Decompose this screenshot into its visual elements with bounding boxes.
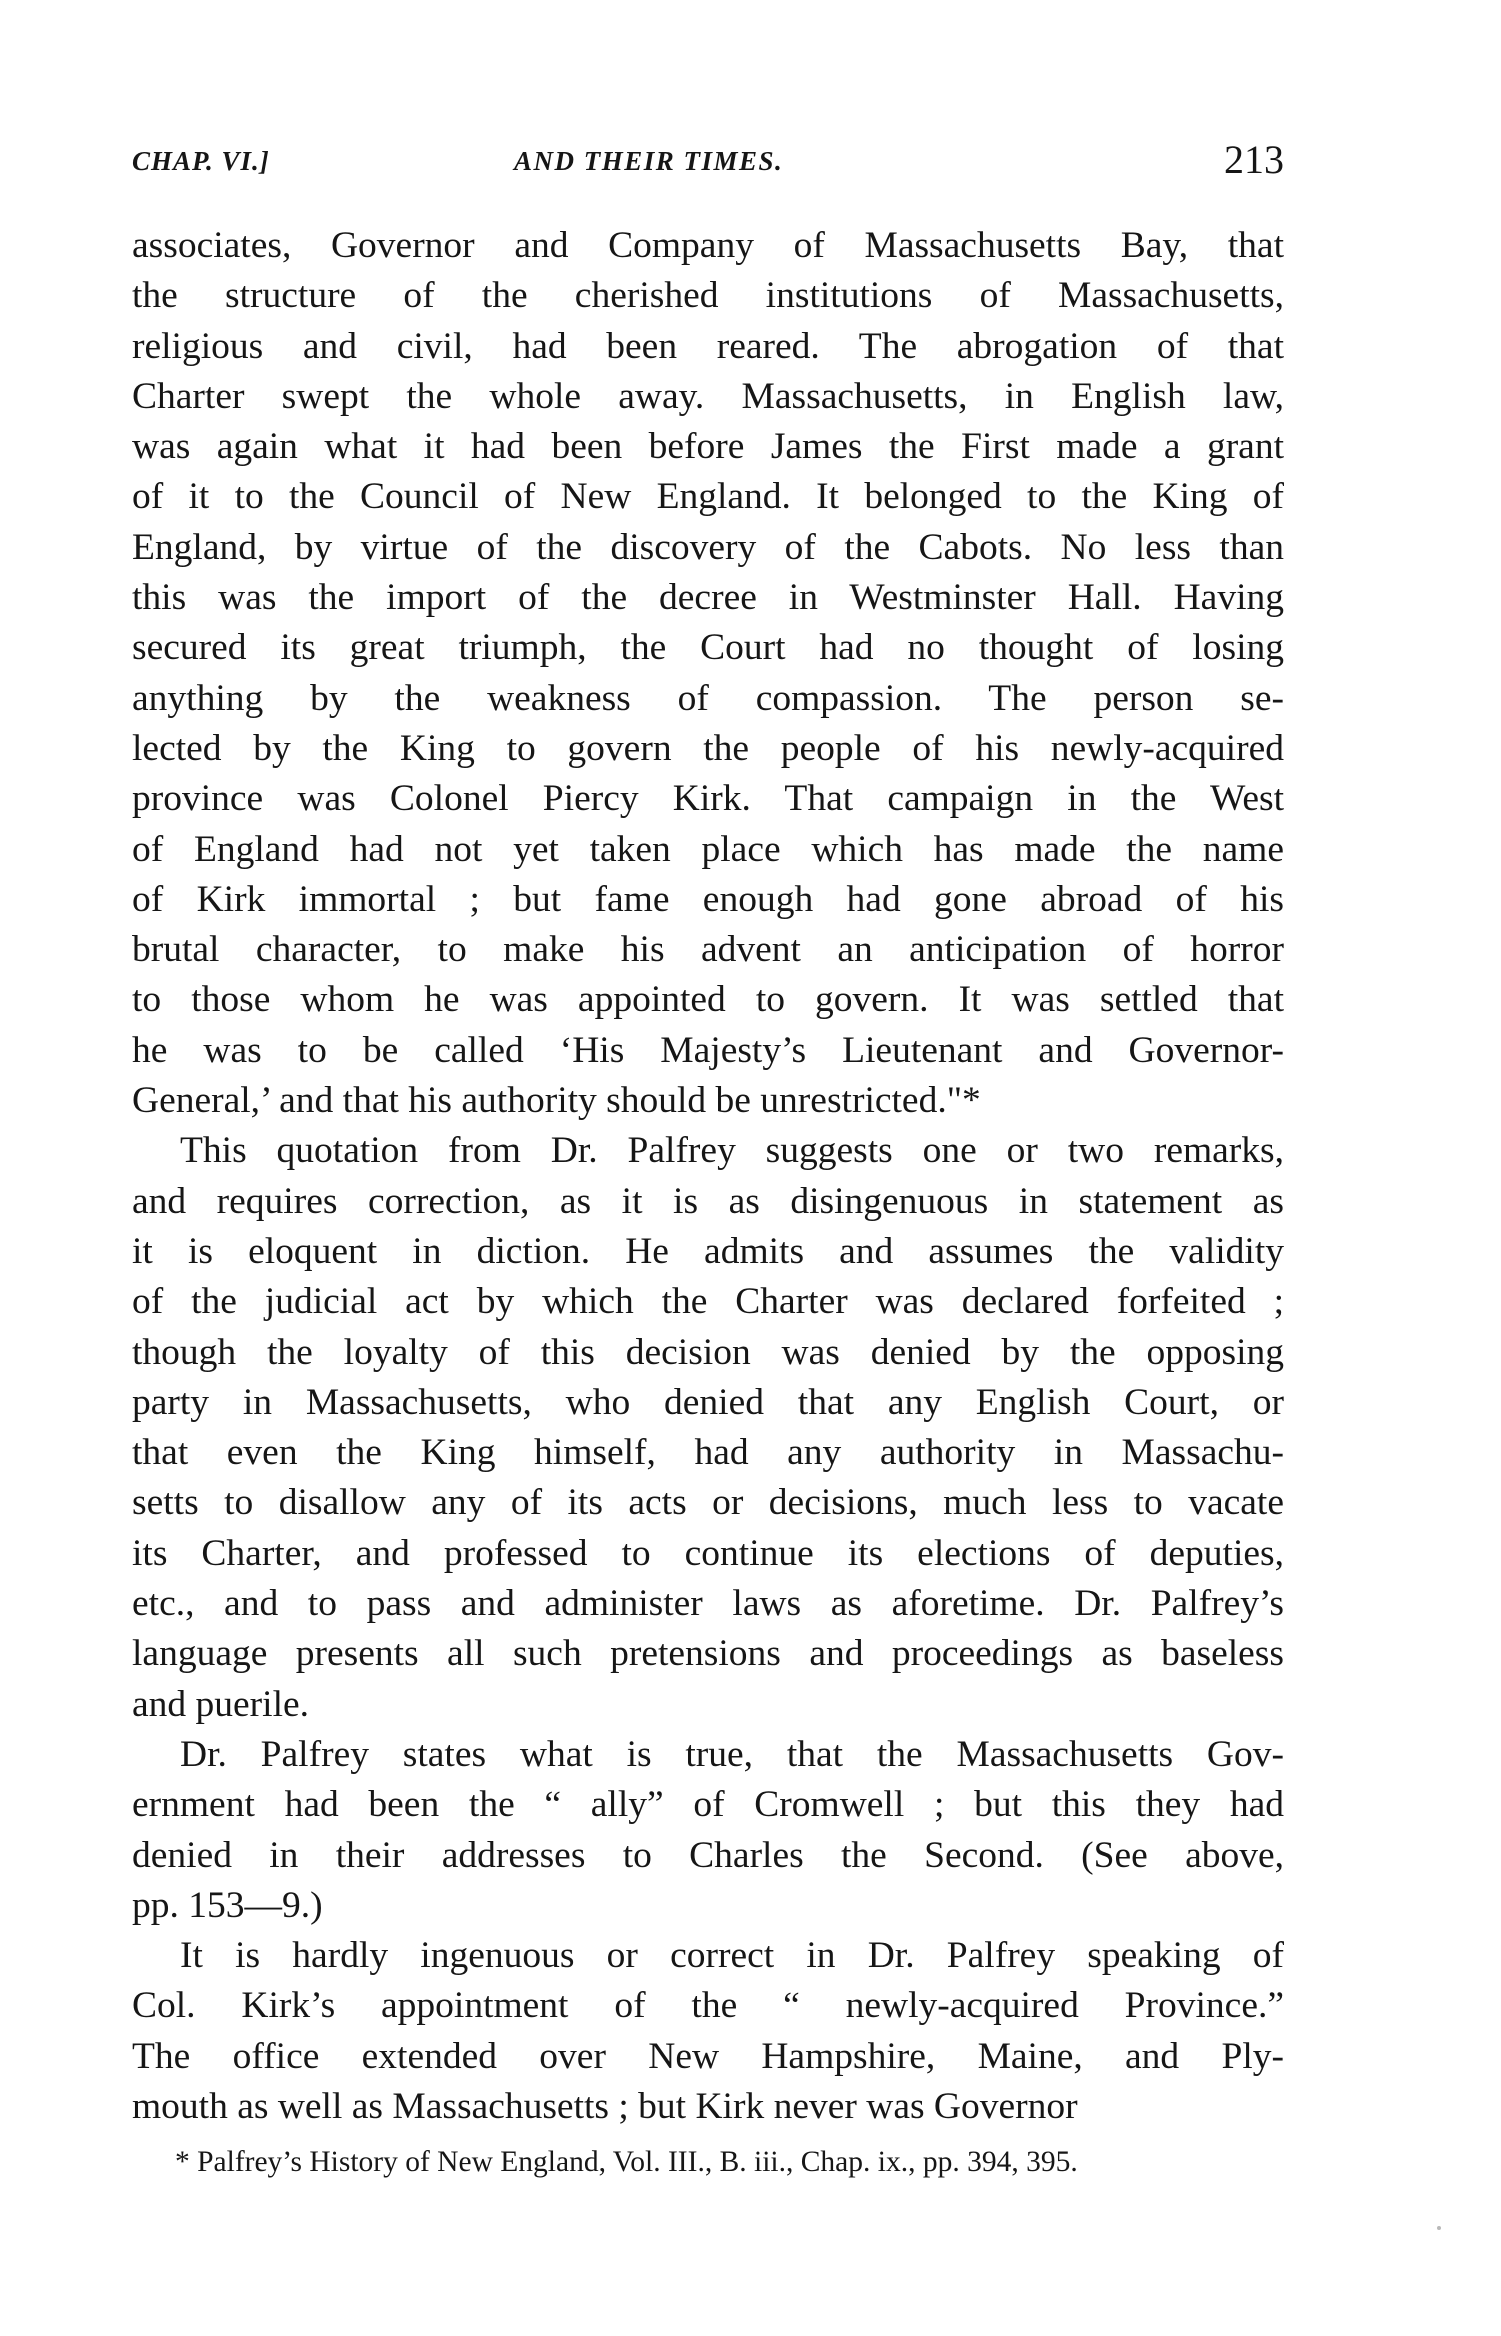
text-line: the structure of the cherished institutions of Massachusetts,: [132, 275, 1284, 317]
running-head: [132, 136, 1284, 186]
text-line: and puerile.: [132, 1683, 310, 1725]
text-line: its Charter, and professed to continue its elections of deputies,: [132, 1532, 1284, 1574]
text-line: of it to the Council of New England. It belonged to the King of: [132, 476, 1284, 518]
text-line: England, by virtue of the discovery of the Cabots. No less than: [132, 526, 1284, 568]
text-line: of Kirk immortal ; but fame enough had gone abroad of his: [132, 878, 1284, 920]
text-line: Dr. Palfrey states what is true, that the Massachusetts Gov-: [180, 1733, 1284, 1775]
text-line: brutal character, to make his advent an anticipation of horror: [132, 929, 1284, 971]
text-line: party in Massachusetts, who denied that any English Court, or: [132, 1381, 1284, 1423]
footnote: * Palfrey’s History of New England, Vol. III., B. iii., Chap. ix., pp. 394, 395.: [175, 2146, 1078, 2178]
text-line: was again what it had been before James the First made a grant: [132, 426, 1284, 468]
text-line: though the loyalty of this decision was denied by the opposing: [132, 1331, 1284, 1373]
text-line: ernment had been the “ ally” of Cromwell ; but this they had: [132, 1784, 1284, 1826]
text-line: of England had not yet taken place which has made the name: [132, 828, 1284, 870]
text-line: Charter swept the whole away. Massachusetts, in English law,: [132, 375, 1284, 417]
text-line: and requires correction, as it is as disingenuous in statement as: [132, 1180, 1284, 1222]
paragraph: [132, 1730, 1284, 1931]
text-line: religious and civil, had been reared. The abrogation of that: [132, 325, 1284, 367]
text-line: associates, Governor and Company of Massachusetts Bay, that: [132, 225, 1284, 266]
text-line: General,’ and that his authority should be unrestricted."*: [132, 1080, 981, 1122]
text-line: that even the King himself, had any authority in Massachu-: [132, 1432, 1284, 1474]
text-line: he was to be called ‘His Majesty’s Lieutenant and Governor-: [132, 1029, 1284, 1071]
text-line: lected by the King to govern the people of his newly-acquired: [132, 727, 1284, 769]
chapter-label: CHAP. VI.]: [132, 146, 270, 176]
text-line: this was the import of the decree in Westminster Hall. Having: [132, 577, 1284, 619]
text-line: The office extended over New Hampshire, Maine, and Ply-: [132, 2035, 1284, 2077]
text-line: denied in their addresses to Charles the Second. (See above,: [132, 1834, 1284, 1876]
running-title: AND THEIR TIMES.: [514, 146, 784, 176]
text-line: language presents all such pretensions and proceedings as baseless: [132, 1633, 1284, 1675]
text-line: anything by the weakness of compassion. The person se-: [132, 677, 1284, 719]
paragraph: [132, 1931, 1284, 2132]
text-line: mouth as well as Massachusetts ; but Kirk never was Governor: [132, 2085, 1078, 2127]
text-line: setts to disallow any of its acts or decisions, much less to vacate: [132, 1482, 1284, 1524]
text-line: This quotation from Dr. Palfrey suggests one or two remarks,: [180, 1130, 1284, 1172]
text-line: of the judicial act by which the Charter was declared forfeited ;: [132, 1281, 1284, 1323]
body-text: [132, 221, 1284, 2132]
text-line: It is hardly ingenuous or correct in Dr. Palfrey speaking of: [180, 1935, 1284, 1977]
text-line: etc., and to pass and administer laws as aforetime. Dr. Palfrey’s: [132, 1583, 1284, 1625]
paragraph: [132, 1126, 1284, 1730]
scan-speck: [1437, 2226, 1441, 2230]
text-line: Col. Kirk’s appointment of the “ newly-acquired Province.”: [132, 1985, 1284, 2027]
text-line: secured its great triumph, the Court had no thought of losing: [132, 627, 1284, 669]
text-line: to those whom he was appointed to govern. It was settled that: [132, 979, 1284, 1021]
text-line: it is eloquent in diction. He admits and assumes the validity: [132, 1230, 1284, 1272]
text-line: province was Colonel Piercy Kirk. That campaign in the West: [132, 778, 1284, 820]
paragraph: [132, 221, 1284, 1126]
page-number: 213: [1224, 137, 1284, 182]
text-line: pp. 153—9.): [132, 1884, 323, 1926]
